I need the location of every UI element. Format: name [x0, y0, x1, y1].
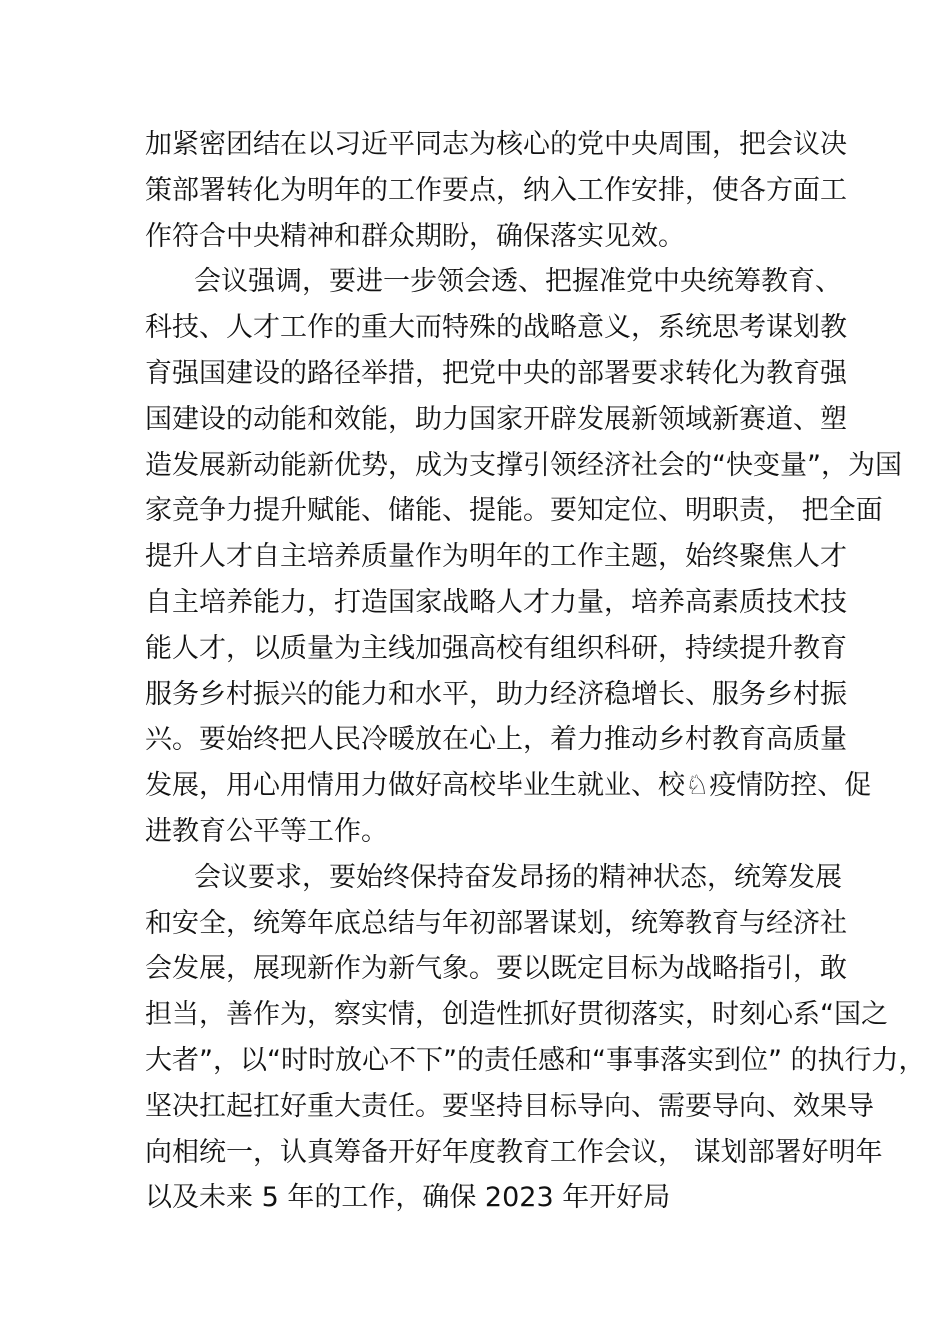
body-text	[145, 122, 926, 1221]
text-line: 进教育公平等工作。	[145, 815, 388, 847]
text-line: 国建设的动能和效能，助力国家开辟发展新领域新赛道、塑	[145, 403, 847, 435]
text-line: 担当，善作为，察实情，创造性抓好贯彻落实，时刻心系“国之	[145, 999, 888, 1031]
text-line: 会议强调，要进一步领会透、把握准党中央统筹教育、	[194, 266, 842, 298]
text-line: 坚决扛起扛好重大责任。要坚持目标导向、需要导向、效果导	[145, 1090, 874, 1122]
text-line: 服务乡村振兴的能力和水平，助力经济稳增长、服务乡村振	[145, 678, 847, 710]
text-line: 策部署转化为明年的工作要点，纳入工作安排，使各方面工	[145, 174, 847, 206]
text-line: 大者”，以“时时放心不下”的责任感和“事事落实到位” 的执行力，	[145, 1044, 926, 1076]
text-line: 向相统一，认真筹备开好年度教育工作会议， 谋划部署好明年	[145, 1136, 883, 1168]
text-line: 家竞争力提升赋能、储能、提能。要知定位、明职责， 把全面	[145, 495, 883, 527]
text-line: 育强国建设的路径举措，把党中央的部署要求转化为教育强	[145, 357, 847, 389]
text-line: 作符合中央精神和群众期盼，确保落实见效。	[145, 220, 685, 252]
text-line: 提升人才自主培养质量作为明年的工作主题，始终聚焦人才	[145, 541, 847, 573]
text-line: 加紧密团结在以习近平同志为核心的党中央周围，把会议决	[145, 129, 847, 160]
text-line: 兴。要始终把人民冷暖放在心上，着力推动乡村教育高质量	[145, 724, 847, 756]
text-line: 以及未来 5 年的工作，确保 2023 年开好局	[145, 1182, 671, 1214]
text-line: 和安全，统筹年底总结与年初部署谋划，统筹教育与经济社	[145, 907, 847, 939]
text-line: 发展，用心用情用力做好高校毕业生就业、校♘疫情防控、促	[145, 770, 872, 802]
paragraph-2	[145, 259, 902, 854]
text-line: 能人才，以质量为主线加强高校有组织科研，持续提升教育	[145, 632, 847, 664]
paragraph-3	[145, 855, 926, 1221]
text-line: 造发展新动能新优势，成为支撑引领经济社会的“快变量”，为国	[145, 449, 902, 481]
text-line: 会发展，展现新作为新气象。要以既定目标为战略指引，敢	[145, 953, 847, 985]
text-line: 会议要求，要始终保持奋发昂扬的精神状态，统筹发展	[194, 861, 842, 893]
text-line: 科技、人才工作的重大而特殊的战略意义，系统思考谋划教	[145, 312, 847, 344]
paragraph-1	[145, 122, 847, 259]
text-line: 自主培养能力，打造国家战略人才力量，培养高素质技术技	[145, 586, 847, 618]
